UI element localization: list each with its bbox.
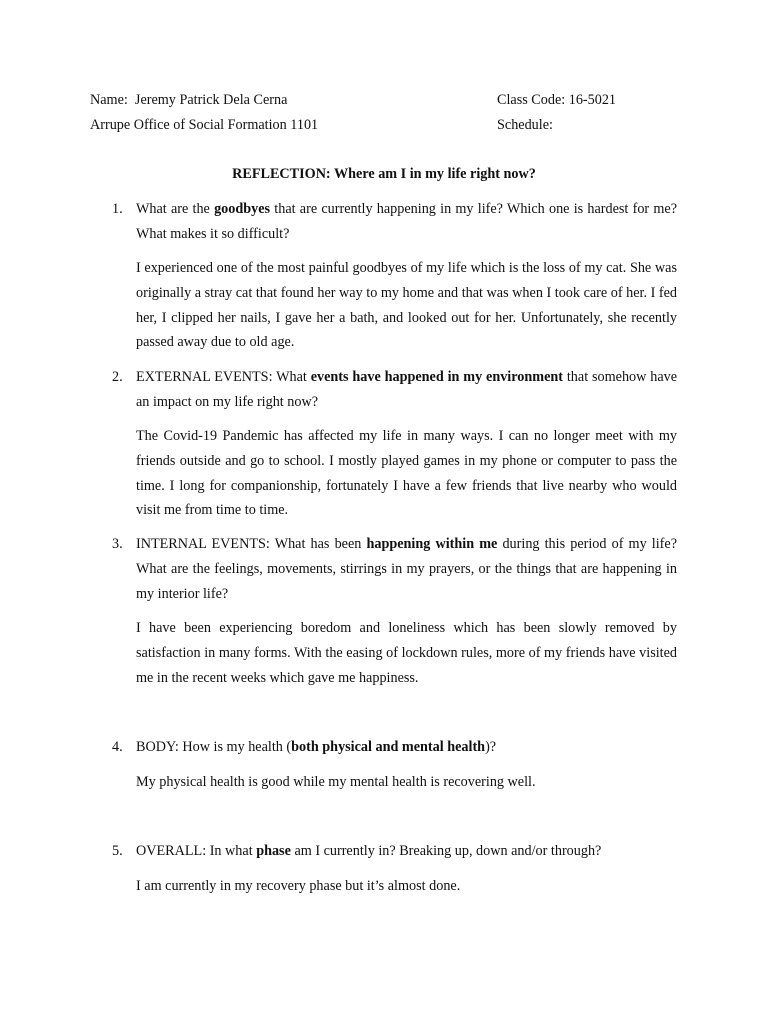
question-4: BODY: How is my health (both physical and mental health)?: [136, 739, 497, 755]
item-number: 3.: [112, 536, 123, 552]
answer-3: I have been experiencing boredom and loneliness which has been slowly removed by satisfaction in many forms. With the easing of lockdown rules, more of my friends have visited me in the recent weeks which gave me happiness.: [136, 620, 677, 686]
item-number: 4.: [112, 739, 123, 755]
answer-4: My physical health is good while my mental health is recovering well.: [136, 774, 536, 790]
question-emphasis: both physical and mental health: [291, 739, 486, 755]
question-3: INTERNAL EVENTS: What has been happening within me during this period of my life? What are the feelings, movements, stirrings in my prayers, or the things that are happening in my interior life?: [136, 536, 677, 602]
name-label: Name:: [90, 92, 128, 108]
item-number: 5.: [112, 843, 123, 859]
answer-1: I experienced one of the most painful goodbyes of my life which is the loss of my cat. She was originally a stray cat that found her way to my home and that was when I took care of her. I fed her, I clipped her nails, I gave her a bath, and looked out for her. Unfortunately, she recently passed away due to old age.: [136, 260, 677, 351]
answer-2: The Covid-19 Pandemic has affected my life in many ways. I can no longer meet with my friends outside and go to school. I mostly played games in my phone or computer to pass the time. I long for companionship, fortunately I have a few friends that live nearby who would visit me from time to time.: [136, 428, 677, 519]
question-emphasis: happening within me: [366, 536, 498, 552]
name-line: [90, 92, 287, 109]
question-5: OVERALL: In what phase am I currently in? Breaking up, down and/or through?: [136, 843, 602, 859]
question-emphasis: goodbyes: [214, 201, 271, 217]
class-code: Class Code: 16-5021: [497, 92, 617, 108]
answer-5: I am currently in my recovery phase but it’s almost done.: [136, 878, 461, 894]
question-1: What are the goodbyes that are currently happening in my life? Which one is hardest for me? What makes it so difficult?: [136, 201, 678, 242]
question-emphasis: events have happened in my environment: [310, 369, 564, 385]
item-number: 1.: [112, 201, 123, 217]
page-title: REFLECTION: Where am I in my life right now?: [232, 166, 536, 182]
student-name: Jeremy Patrick Dela Cerna: [134, 92, 288, 108]
schedule: Schedule:: [497, 117, 553, 133]
question-emphasis: phase: [256, 843, 291, 859]
office-line: Arrupe Office of Social Formation 1101: [90, 117, 319, 133]
item-number: 2.: [112, 369, 123, 385]
question-2: EXTERNAL EVENTS: What events have happened in my environment that somehow have an impact on my life right now?: [136, 369, 678, 410]
